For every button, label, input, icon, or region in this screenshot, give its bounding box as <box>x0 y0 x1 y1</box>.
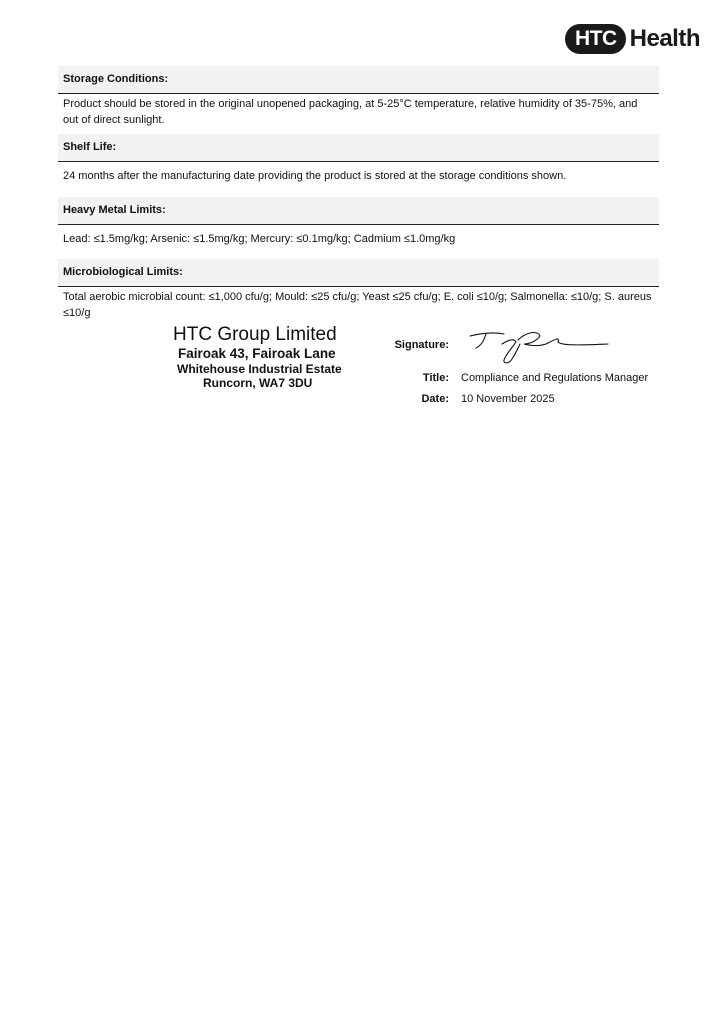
htc-health-logo <box>565 24 700 54</box>
stamp-address-line: Whitehouse Industrial Estate <box>177 362 342 376</box>
date-label: Date: <box>421 393 449 405</box>
section-body <box>58 162 659 184</box>
section-line: Total aerobic microbial count: ≤1,000 cfu/g; Mould: ≤25 cfu/g; Yeast ≤25 cfu/g; E. coli ≤10/g; Salmonella: ≤10/g; S. aureus <box>63 291 652 303</box>
microbiological-limits-section <box>58 259 659 321</box>
stamp-address-line: Runcorn, WA7 3DU <box>203 376 313 390</box>
title-label: Title: <box>422 372 449 384</box>
section-line: Product should be stored in the original unopened packaging, at 5-25°C temperature, relative humidity of 35-75%, and <box>63 98 638 110</box>
section-heading: Microbiological Limits: <box>58 259 659 287</box>
title-value: Compliance and Regulations Manager <box>461 372 649 384</box>
handwritten-signature <box>462 326 612 366</box>
date-value: 10 November 2025 <box>461 393 555 405</box>
storage-conditions-section <box>58 66 659 128</box>
section-body <box>58 94 659 128</box>
stamp-company: HTC Group Limited <box>173 324 337 345</box>
section-line: out of direct sunlight. <box>63 114 165 126</box>
section-body <box>58 287 659 321</box>
section-heading: Storage Conditions: <box>58 66 659 94</box>
section-line: 24 months after the manufacturing date providing the product is stored at the storage conditions shown. <box>63 170 567 182</box>
section-heading: Heavy Metal Limits: <box>58 197 659 225</box>
heavy-metal-limits-section <box>58 197 659 247</box>
signature-label: Signature: <box>394 339 449 351</box>
stamp-address-line: Fairoak 43, Fairoak Lane <box>178 346 336 361</box>
company-stamp <box>173 324 342 390</box>
logo-word: Health <box>629 25 700 52</box>
section-heading: Shelf Life: <box>58 134 659 162</box>
logo-mark: HTC <box>565 24 626 54</box>
shelf-life-section <box>58 134 659 184</box>
section-line: Lead: ≤1.5mg/kg; Arsenic: ≤1.5mg/kg; Mercury: ≤0.1mg/kg; Cadmium ≤1.0mg/kg <box>63 233 456 245</box>
section-body <box>58 225 659 247</box>
section-line: ≤10/g <box>63 307 91 319</box>
